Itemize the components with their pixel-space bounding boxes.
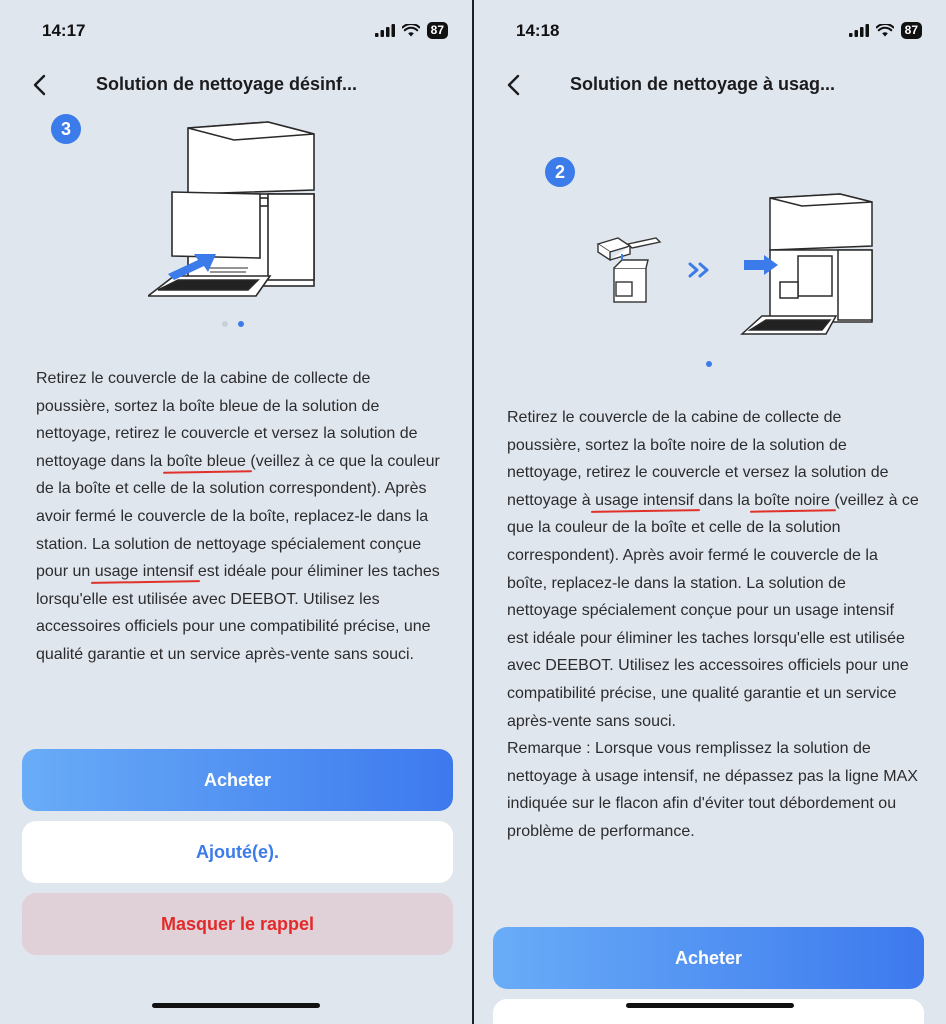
double-chevron-right-icon bbox=[688, 262, 712, 278]
page-title: Solution de nettoyage désinf... bbox=[96, 74, 358, 94]
signal-icon bbox=[375, 24, 395, 37]
page-title: Solution de nettoyage à usag... bbox=[570, 74, 836, 94]
instructions-text: Retirez le couvercle de la cabine de collecte de poussière, sortez la boîte noire de la solution de nettoyage, retirez le couvercle et versez la solution de nettoyage à usage intensif dans la boîte noire (veillez à ce que la couleur de la boîte et celle de la solution correspondent). Après avoir fermé le couvercle de la boîte, replacez-le dans la station. La solution de nettoyage spécialement conçue pour un usage intensif est idéale pour éliminer les taches lorsqu'elle est utilisée avec DEEBOT. Utilisez les accessoires officiels pour une compatibilité précise, une qualité garantie et un service après-vente sans souci. Remarque : Lorsque vous remplissez la solution de nettoyage à usage intensif, ne dépassez pas la ligne MAX indiquée sur le flacon afin d'éviter tout débordement ou problème de performance. bbox=[507, 409, 919, 840]
back-chevron-icon[interactable] bbox=[28, 72, 52, 98]
battery-icon: 87 bbox=[901, 22, 922, 39]
station-illustration bbox=[148, 118, 328, 308]
wifi-icon bbox=[402, 24, 420, 37]
carousel-dot[interactable] bbox=[222, 321, 228, 327]
battery-icon: 87 bbox=[427, 22, 448, 39]
highlight-usage-intensif: usage intensif bbox=[595, 491, 694, 509]
status-bar bbox=[474, 18, 946, 44]
carousel-dots bbox=[222, 321, 244, 327]
buy-button[interactable]: Acheter bbox=[22, 749, 453, 811]
home-indicator[interactable] bbox=[152, 1003, 320, 1008]
back-chevron-icon[interactable] bbox=[502, 72, 526, 98]
highlight-usage-intensif: usage intensif bbox=[94, 563, 194, 581]
carousel-dot-active[interactable] bbox=[238, 321, 244, 327]
highlight-boite-noire: boîte noire bbox=[754, 491, 830, 509]
carousel-dots bbox=[706, 361, 712, 367]
home-indicator[interactable] bbox=[626, 1003, 794, 1008]
step-number-badge: 2 bbox=[545, 157, 575, 187]
status-time: 14:18 bbox=[516, 21, 560, 40]
signal-icon bbox=[849, 24, 869, 37]
note-text: Remarque : Lorsque vous remplissez la solution de nettoyage à usage intensif, ne dépassez pas la ligne MAX indiquée sur le flacon afin d'éviter tout débordement ou problème de performance. bbox=[507, 740, 918, 840]
carousel-dot-active[interactable] bbox=[706, 361, 712, 367]
status-bar bbox=[0, 18, 472, 44]
left-screen bbox=[0, 0, 472, 1024]
nav-bar bbox=[474, 62, 946, 108]
highlight-boite-bleue: boîte bleue bbox=[166, 452, 246, 470]
station-illustration bbox=[740, 190, 880, 338]
step-number-badge: 3 bbox=[51, 114, 81, 144]
nav-bar bbox=[0, 62, 472, 108]
status-icons bbox=[375, 22, 448, 39]
wifi-icon bbox=[876, 24, 894, 37]
buy-button[interactable]: Acheter bbox=[493, 927, 924, 989]
right-screen bbox=[474, 0, 946, 1024]
instructions-text: Retirez le couvercle de la cabine de collecte de poussière, sortez la boîte bleue de la solution de nettoyage, retirez le couvercle et versez la solution de nettoyage dans la boîte bleue (veillez à ce que la couleur de la boîte et celle de la solution correspondent). Après avoir fermé le couvercle de la boîte, replacez-le dans la station. La solution de nettoyage spécialement conçue pour un usage intensif est idéale pour éliminer les taches lorsqu'elle est utilisée avec DEEBOT. Utilisez les accessoires officiels pour une compatibilité précise, une qualité garantie et un service après-vente sans souci. bbox=[36, 370, 440, 663]
bottle-illustration bbox=[592, 230, 664, 304]
status-icons bbox=[849, 22, 922, 39]
added-button[interactable]: Ajouté(e). bbox=[22, 821, 453, 883]
status-time: 14:17 bbox=[42, 21, 86, 40]
hide-reminder-button[interactable]: Masquer le rappel bbox=[22, 893, 453, 955]
